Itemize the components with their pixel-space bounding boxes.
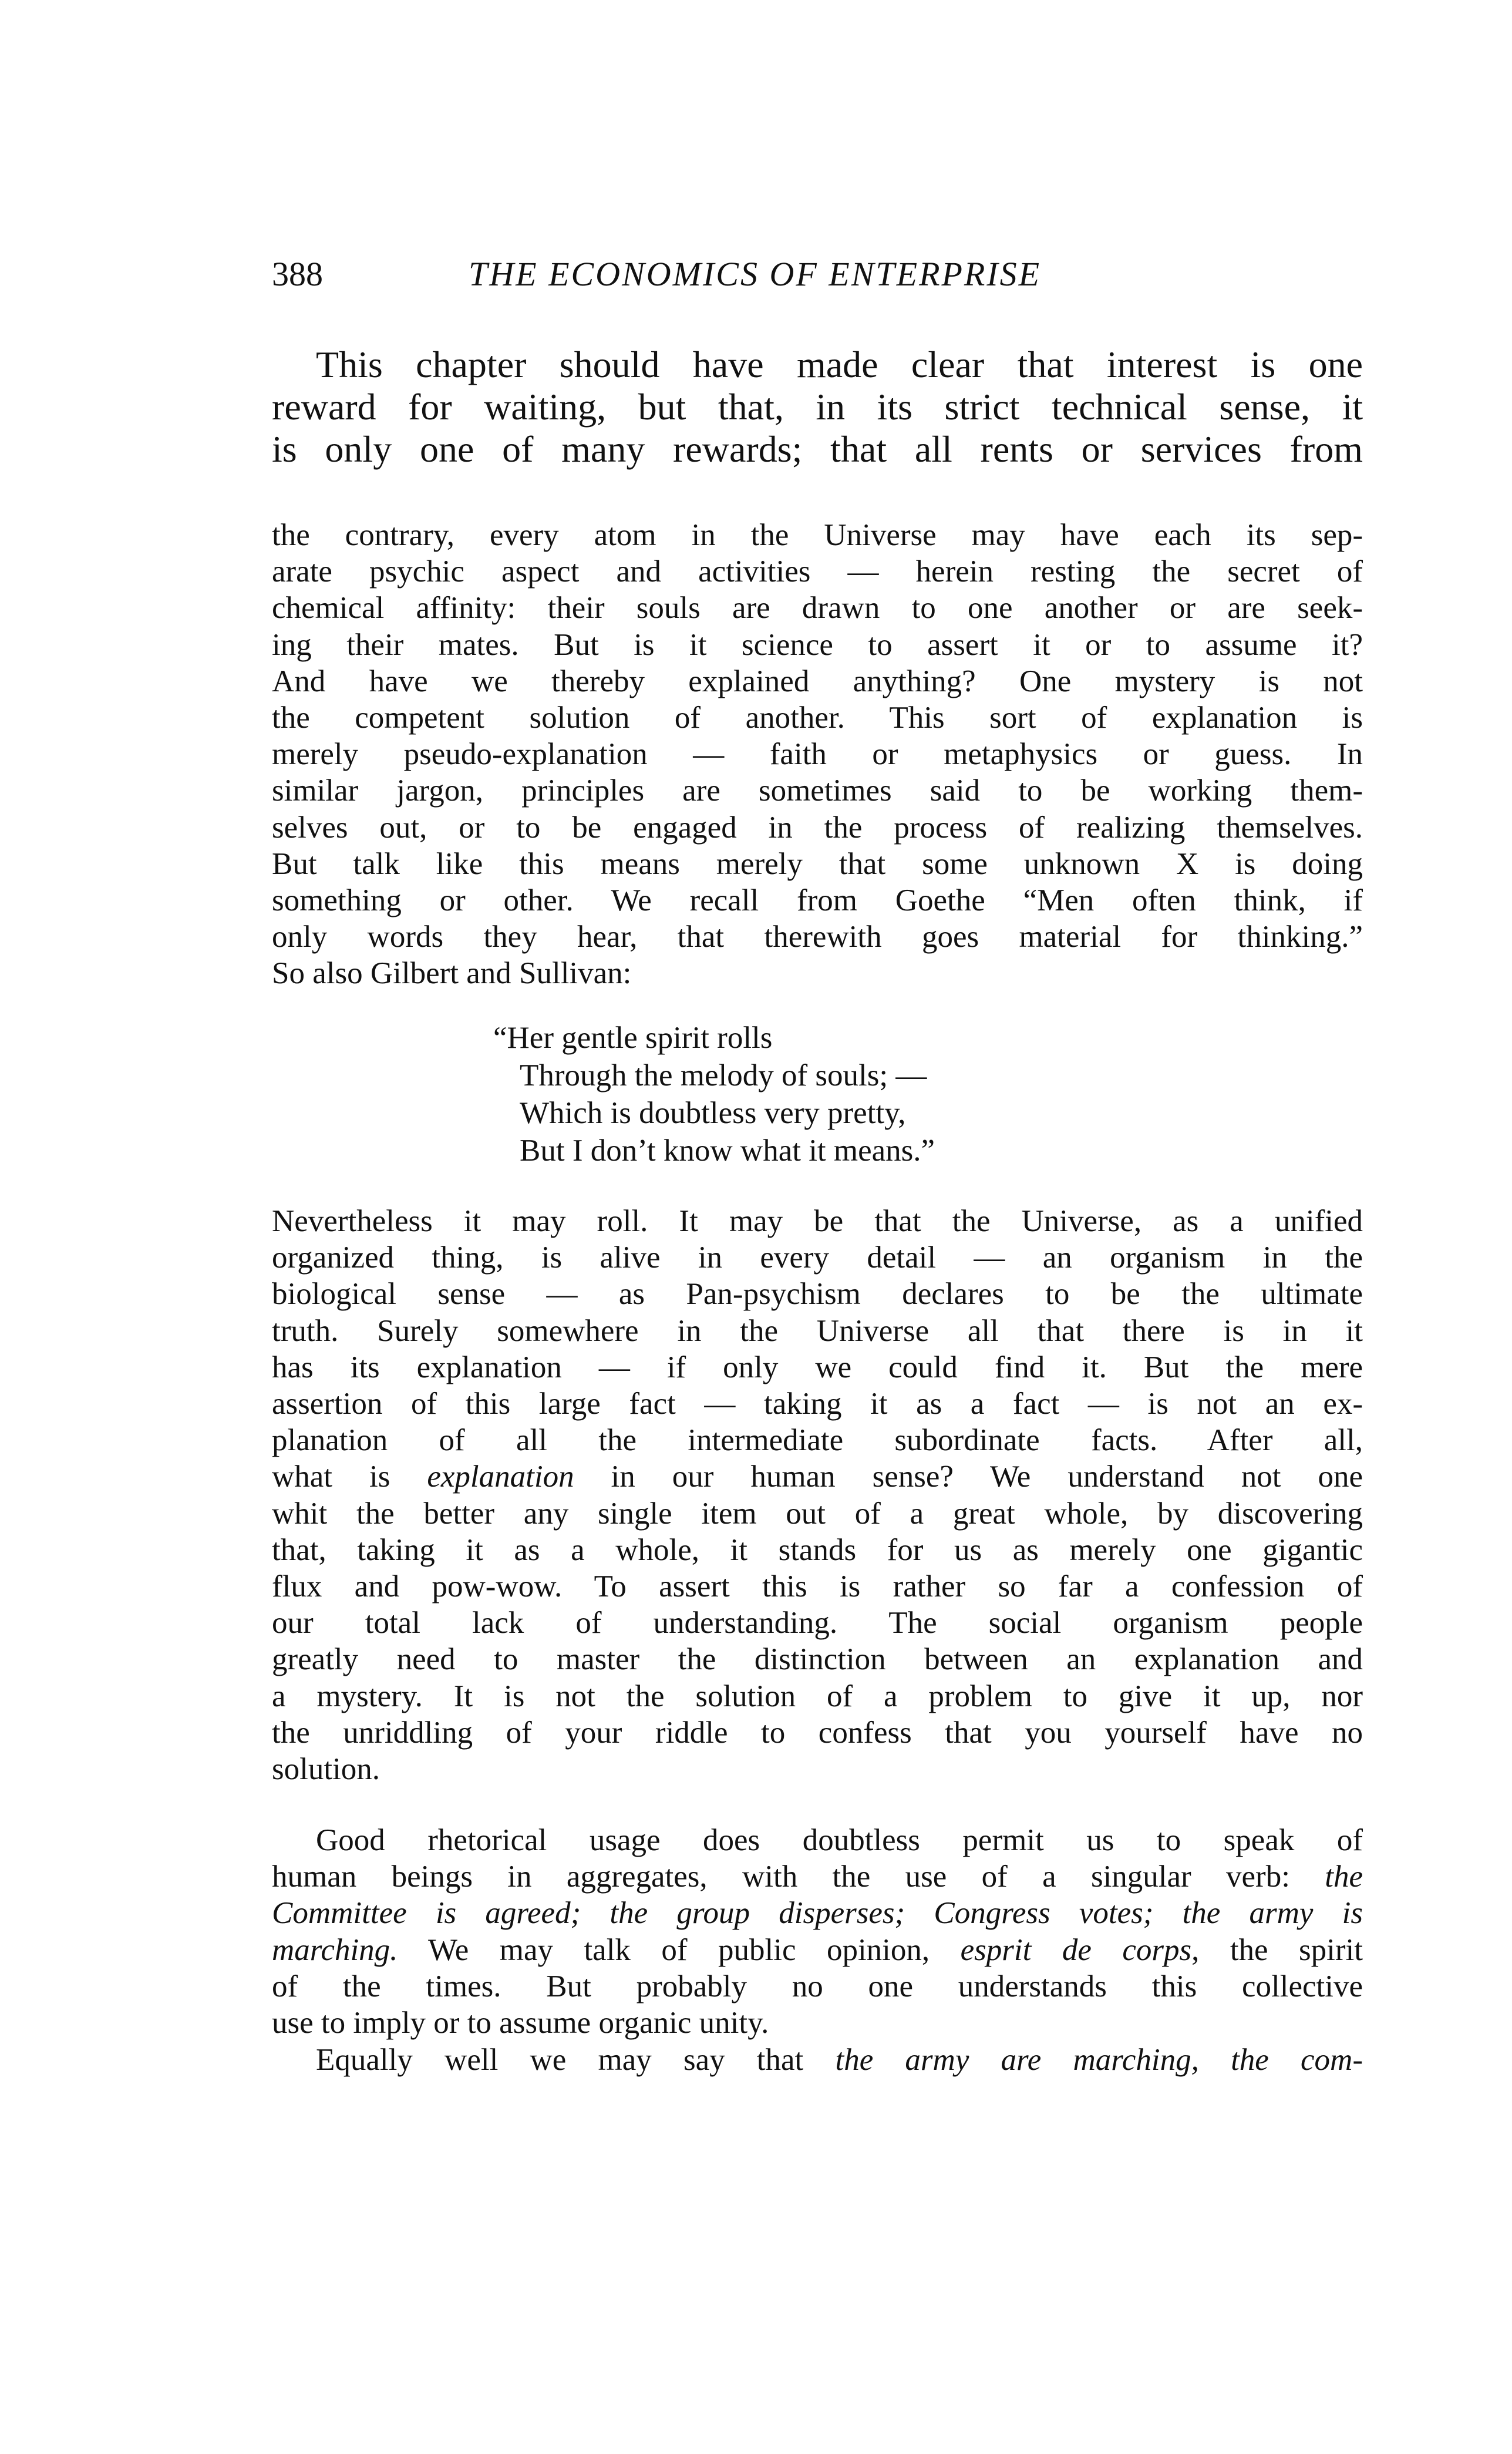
paragraph-pan-psychism <box>272 517 1363 992</box>
text-line <box>272 1858 1363 1895</box>
text-line: organized thing, is alive in every detail — an organism in the <box>272 1241 1363 1275</box>
text-line <box>272 1458 1363 1495</box>
text-line: Nevertheless it may roll. It may be that the Universe, as a unified <box>272 1204 1363 1238</box>
italic-text: esprit de corps <box>960 1932 1192 1967</box>
text-line: whit the better any single item out of a great whole, by discovering <box>272 1496 1363 1531</box>
italic-text: marching. <box>272 1932 398 1967</box>
text-line: So also Gilbert and Sullivan: <box>272 956 632 991</box>
text-line: flux and pow-wow. To assert this is rather so far a confession of <box>272 1569 1363 1604</box>
roman-text: , the spirit <box>1191 1932 1363 1967</box>
italic-text: the army are marching, the com- <box>835 2043 1363 2077</box>
paragraph-equally-well <box>272 2042 1363 2078</box>
verse-line: Which is doubtless very pretty, <box>520 1096 906 1130</box>
text-line: the competent solution of another. This sort of explanation is <box>272 701 1363 735</box>
text-line: of the times. But probably no one understands this collective <box>272 1969 1363 2003</box>
roman-text: human beings in aggregates, with the use of a singular verb: <box>272 1860 1325 1894</box>
text-line: use to imply or to assume organic unity. <box>272 2006 769 2040</box>
italic-text: the <box>1325 1860 1363 1894</box>
text-line: that, taking it as a whole, it stands for us as merely one gigantic <box>272 1532 1363 1567</box>
verse-line: “Her gentle spirit rolls <box>493 1021 773 1055</box>
text-line: And have we thereby explained anything? One mystery is not <box>272 664 1363 698</box>
text-line: ing their mates. But is it science to assert it or to assume it? <box>272 627 1363 662</box>
verse-line: But I don’t know what it means.” <box>520 1134 935 1168</box>
text-line: arate psychic aspect and activities — herein resting the secret of <box>272 554 1363 589</box>
text-line <box>272 1932 1363 1968</box>
text-line: chemical affinity: their souls are drawn to one another or are seek- <box>272 591 1363 626</box>
roman-text: in our human sense? We understand not one <box>574 1460 1363 1494</box>
text-line: our total lack of understanding. The social organism people <box>272 1606 1363 1641</box>
running-title: THE ECONOMICS OF ENTERPRISE <box>469 255 1042 293</box>
italic-text: explanation <box>427 1460 574 1494</box>
text-line: This chapter should have made clear that interest is one <box>316 344 1363 385</box>
text-line: a mystery. It is not the solution of a problem to give it up, nor <box>272 1679 1363 1713</box>
text-line: selves out, or to be engaged in the process of realizing themselves. <box>272 810 1363 845</box>
text-line <box>272 1895 1363 1931</box>
roman-text: We may talk of public opinion, <box>398 1932 961 1967</box>
text-line: But talk like this means merely that some unknown X is doing <box>272 846 1363 881</box>
text-line: only words they hear, that therewith goes material for thinking.” <box>272 920 1363 954</box>
paragraph-rhetorical-usage <box>272 1822 1363 2041</box>
roman-text: Equally well we may say that <box>316 2043 836 2077</box>
verse-quotation <box>493 1019 935 1169</box>
text-line: similar jargon, principles are sometimes said to be working them- <box>272 774 1363 808</box>
text-line: the contrary, every atom in the Universe may have each its sep- <box>272 518 1363 552</box>
text-line: is only one of many rewards; that all rents or services from <box>272 428 1363 470</box>
italic-text: Committee is agreed; the group disperses; Congress votes; the army is <box>272 1896 1363 1931</box>
text-line: biological sense — as Pan-psychism declares to be the ultimate <box>272 1277 1363 1312</box>
text-line: greatly need to master the distinction between an explanation and <box>272 1642 1363 1677</box>
verse-line: Through the melody of souls; — <box>520 1058 927 1092</box>
paragraph-nevertheless <box>272 1203 1363 1787</box>
lead-paragraph <box>272 344 1363 470</box>
text-line: has its explanation — if only we could find it. But the mere <box>272 1350 1363 1384</box>
text-line: something or other. We recall from Goethe “Men often think, if <box>272 883 1363 918</box>
roman-text: what is <box>272 1460 427 1494</box>
text-line: the unriddling of your riddle to confess that you yourself have no <box>272 1715 1363 1750</box>
text-line <box>272 2042 1363 2078</box>
text-line: truth. Surely somewhere in the Universe all that there is in it <box>272 1313 1363 1348</box>
text-line: merely pseudo-explanation — faith or metaphysics or guess. In <box>272 737 1363 772</box>
text-line: Good rhetorical usage does doubtless permit us to speak of <box>316 1823 1363 1857</box>
text-line: planation of all the intermediate subordinate facts. After all, <box>272 1423 1363 1458</box>
text-line: reward for waiting, but that, in its strict technical sense, it <box>272 386 1363 428</box>
text-line: assertion of this large fact — taking it as a fact — is not an ex- <box>272 1387 1363 1421</box>
text-line: solution. <box>272 1752 380 1787</box>
running-head <box>272 254 1364 295</box>
page-number: 388 <box>272 255 323 293</box>
